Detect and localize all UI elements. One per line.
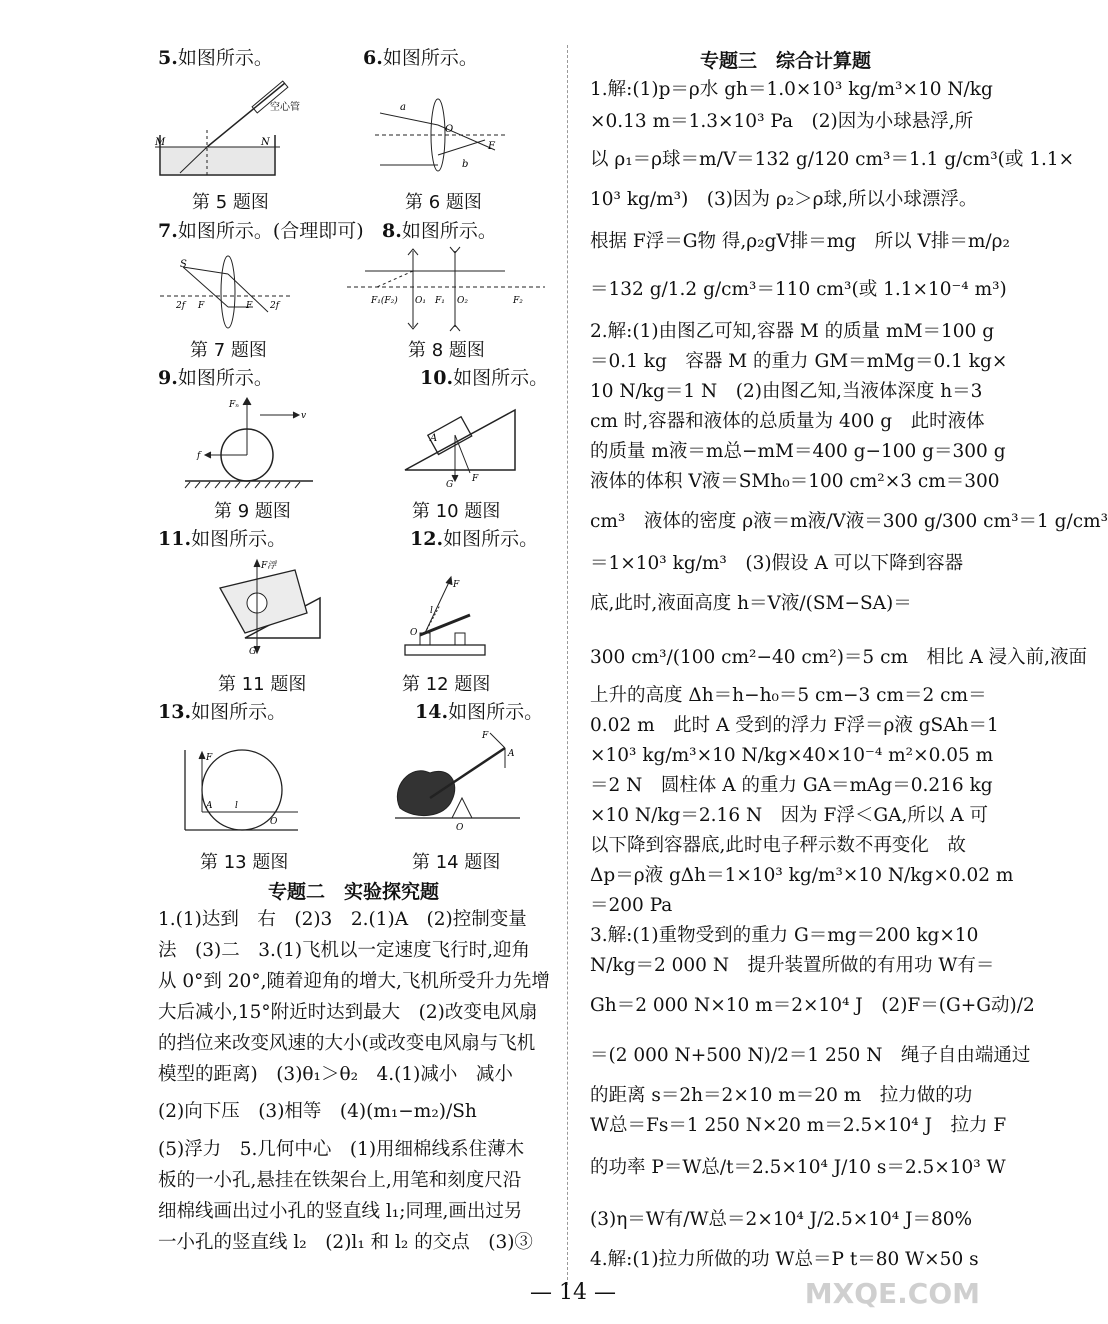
s3-line: ＝200 Pa	[590, 895, 673, 916]
s3-line: cm³ 液体的密度 ρ液＝m液/V液＝300 g/300 cm³＝1 g/cm³	[590, 511, 1108, 532]
s3-line: ×0.13 m＝1.3×10³ Pa (2)因为小球悬浮,所	[590, 111, 974, 132]
item-14-label: 14.如图所示。	[415, 701, 544, 723]
svg-text:M: M	[155, 137, 166, 148]
svg-text:O: O	[445, 124, 454, 135]
s3-line: 0.02 m 此时 A 受到的浮力 F浮＝ρ液 gSAh＝1	[590, 715, 999, 736]
svg-text:l: l	[430, 606, 433, 616]
svg-text:v: v	[301, 411, 307, 421]
svg-text:F: F	[246, 301, 253, 311]
svg-text:O: O	[270, 817, 278, 827]
s3-line: 10³ kg/m³) (3)因为 ρ₂＞ρ球,所以小球漂浮。	[590, 189, 978, 210]
s3-line: N/kg＝2 000 N 提升装置所做的有用功 W有＝	[590, 955, 995, 976]
s3-line: ＝1×10³ kg/m³ (3)假设 A 可以下降到容器	[590, 553, 964, 574]
fig5-label-tube: 空心管	[270, 102, 300, 113]
section-3-title: 专题三 综合计算题	[700, 50, 872, 72]
svg-text:O₁: O₁	[415, 296, 426, 306]
caption-fig9: 第 9 题图	[214, 501, 291, 522]
svg-text:G: G	[446, 480, 454, 490]
figure-13	[180, 740, 300, 835]
svg-text:A: A	[206, 801, 213, 811]
item-12-label: 12.如图所示。	[410, 528, 539, 550]
s3-line: ＝0.1 kg 容器 M 的重力 GM＝mMg＝0.1 kg×	[590, 351, 1008, 372]
svg-text:A: A	[430, 433, 438, 444]
item-7-label: 7.如图所示。(合理即可)	[158, 220, 364, 242]
s2-line: 的挡位来改变风速的大小(或改变电风扇与飞机	[158, 1033, 536, 1054]
svg-text:F: F	[198, 301, 205, 311]
s3-line: 液体的体积 V液＝SMh₀＝100 cm²×3 cm＝300	[590, 471, 1000, 492]
figure-5	[155, 75, 315, 185]
svg-text:f: f	[197, 451, 201, 461]
s3-line: Δp＝ρ液 gΔh＝1×10³ kg/m³×10 N/kg×0.02 m	[590, 865, 1014, 886]
s3-line: (3)η＝W有/W总＝2×10⁴ J/2.5×10⁴ J＝80%	[590, 1209, 973, 1230]
s3-line: ＝132 g/1.2 g/cm³＝110 cm³(或 1.1×10⁻⁴ m³)	[590, 279, 1007, 300]
s3-line: 3.解:(1)重物受到的重力 G＝mg＝200 kg×10	[590, 925, 979, 946]
figure-12	[400, 575, 490, 660]
s3-line: 以 ρ₁＝ρ球＝m/V＝132 g/120 cm³＝1.1 g/cm³(或 1.1×	[590, 149, 1075, 170]
svg-text:F: F	[206, 753, 213, 763]
figure-7	[158, 252, 293, 332]
s3-line: cm 时,容器和液体的总质量为 400 g 此时液体	[590, 411, 985, 432]
item-9-label: 9.如图所示。	[158, 367, 273, 389]
s2-line: 板的一小孔,悬挂在铁架台上,用笔和刻度尺沿	[158, 1170, 522, 1191]
s3-line: 上升的高度 Δh＝h−h₀＝5 cm−3 cm＝2 cm＝	[590, 685, 987, 706]
s2-line: 法 (3)二 3.(1)飞机以一定速度飞行时,迎角	[158, 940, 530, 961]
s3-line: 以下降到容器底,此时电子秤示数不再变化 故	[590, 835, 966, 856]
svg-text:O: O	[410, 628, 418, 638]
svg-text:F₂: F₂	[513, 296, 523, 306]
svg-text:F: F	[472, 474, 479, 484]
section-2-title: 专题二 实验探究题	[268, 881, 440, 903]
caption-fig11: 第 11 题图	[218, 674, 307, 695]
figure-6	[370, 95, 510, 175]
s3-line: ＝(2 000 N+500 N)/2＝1 250 N 绳子自由端通过	[590, 1045, 1031, 1066]
caption-fig7: 第 7 题图	[190, 340, 267, 361]
s3-line: 300 cm³/(100 cm²−40 cm²)＝5 cm 相比 A 浸入前,液面	[590, 647, 1087, 668]
s3-line: 4.解:(1)拉力所做的功 W总＝P t＝80 W×50 s	[590, 1249, 979, 1270]
s2-line: 模型的距离) (3)θ₁＞θ₂ 4.(1)减小 减小	[158, 1064, 513, 1085]
s3-line: ×10 N/kg＝2.16 N 因为 F浮＜GA,所以 A 可	[590, 805, 989, 826]
s3-line: 根据 F浮＝G物 得,ρ₂gV排＝mg 所以 V排＝m/ρ₂	[590, 231, 1010, 252]
s3-line: 的功率 P＝W总/t＝2.5×10⁴ J/10 s＝2.5×10³ W	[590, 1157, 1006, 1178]
caption-fig10: 第 10 题图	[412, 501, 501, 522]
s3-line: 的质量 m液＝m总−mM＝400 g−100 g＝300 g	[590, 441, 1006, 462]
svg-text:O₂: O₂	[457, 296, 468, 306]
svg-text:Fₙ: Fₙ	[229, 400, 239, 410]
caption-fig13: 第 13 题图	[200, 852, 289, 873]
watermark-logo: MXQE.COM	[804, 1277, 980, 1310]
s2-line: 从 0°到 20°,随着迎角的增大,飞机所受升力先增	[158, 971, 550, 992]
svg-text:F浮: F浮	[261, 561, 277, 571]
item-5-label: 5.如图所示。	[158, 47, 273, 69]
svg-text:2f: 2f	[270, 301, 280, 311]
svg-text:S: S	[180, 259, 187, 270]
column-divider	[567, 45, 568, 1285]
svg-text:G: G	[249, 647, 257, 657]
item-11-label: 11.如图所示。	[158, 528, 287, 550]
svg-text:a: a	[400, 102, 406, 113]
caption-fig12: 第 12 题图	[402, 674, 491, 695]
figure-8	[345, 245, 550, 335]
svg-text:F: F	[453, 580, 460, 590]
svg-text:2f: 2f	[176, 301, 186, 311]
s3-line: ×10³ kg/m³×10 N/kg×40×10⁻⁴ m²×0.05 m	[590, 745, 994, 766]
s2-line: (5)浮力 5.几何中心 (1)用细棉线系住薄木	[158, 1139, 525, 1160]
s3-line: W总＝Fs＝1 250 N×20 m＝2.5×10⁴ J 拉力 F	[590, 1115, 1007, 1136]
figure-10	[400, 395, 520, 490]
item-13-label: 13.如图所示。	[158, 701, 287, 723]
s3-line: 底,此时,液面高度 h＝V液/(SM−SA)＝	[590, 593, 912, 614]
s3-line: 2.解:(1)由图乙可知,容器 M 的质量 mM＝100 g	[590, 321, 995, 342]
svg-text:A: A	[508, 749, 515, 759]
svg-text:F₁: F₁	[435, 296, 445, 306]
svg-text:b: b	[462, 159, 469, 170]
svg-text:F₁(F₂): F₁(F₂)	[371, 296, 398, 306]
svg-text:l: l	[235, 801, 238, 811]
svg-text:F: F	[488, 141, 495, 152]
s3-line: Gh＝2 000 N×10 m＝2×10⁴ J (2)F＝(G+G动)/2	[590, 995, 1035, 1016]
figure-14	[390, 728, 525, 833]
s2-line: 细棉线画出过小孔的竖直线 l₁;同理,画出过另	[158, 1201, 523, 1222]
caption-fig5: 第 5 题图	[192, 192, 269, 213]
item-6-label: 6.如图所示。	[363, 47, 478, 69]
s3-line: ＝2 N 圆柱体 A 的重力 GA＝mAg＝0.216 kg	[590, 775, 993, 796]
caption-fig14: 第 14 题图	[412, 852, 501, 873]
svg-text:O: O	[456, 823, 464, 833]
s2-line: 大后减小,15°附近时达到最大 (2)改变电风扇	[158, 1002, 538, 1023]
svg-text:N: N	[261, 137, 270, 148]
item-10-label: 10.如图所示。	[420, 367, 549, 389]
page-number: — 14 —	[530, 1280, 616, 1305]
s2-line: 1.(1)达到 右 (2)3 2.(1)A (2)控制变量	[158, 909, 527, 930]
s3-line: 的距离 s＝2h＝2×10 m＝20 m 拉力做的功	[590, 1085, 973, 1106]
caption-fig8: 第 8 题图	[408, 340, 485, 361]
s3-line: 10 N/kg＝1 N (2)由图乙知,当液体深度 h＝3	[590, 381, 983, 402]
s2-line: 一小孔的竖直线 l₂ (2)l₁ 和 l₂ 的交点 (3)③	[158, 1232, 533, 1253]
svg-text:F: F	[482, 731, 489, 741]
s2-line: (2)向下压 (3)相等 (4)(m₁−m₂)/Sh	[158, 1101, 477, 1122]
figure-11	[215, 558, 325, 658]
item-8-label: 8.如图所示。	[382, 220, 497, 242]
s3-line: 1.解:(1)p＝ρ水 gh＝1.0×10³ kg/m³×10 N/kg	[590, 79, 993, 100]
figure-9	[185, 395, 315, 490]
caption-fig6: 第 6 题图	[405, 192, 482, 213]
